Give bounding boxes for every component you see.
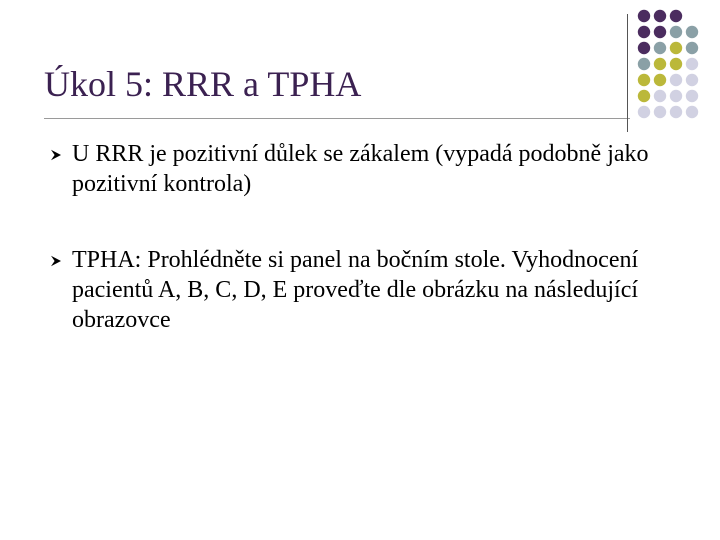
decor-dot [654, 42, 666, 54]
bullet-text-tpha: TPHA: Prohlédněte si panel na bočním stole. Vyhodnocení pacientů A, B, C, D, E proveďte dle obrázku na následující obrazovce [72, 247, 639, 333]
decor-dot [654, 106, 666, 118]
vertical-divider [627, 14, 628, 132]
decor-dot [670, 10, 682, 22]
decor-dot [686, 26, 698, 38]
title-divider [44, 118, 630, 119]
decor-dot [670, 26, 682, 38]
decor-dot [686, 74, 698, 86]
decor-dot [638, 74, 650, 86]
decor-dot [686, 42, 698, 54]
decor-dot [670, 90, 682, 102]
arrowhead-icon [50, 149, 62, 161]
bullet-list [50, 139, 690, 335]
decor-dot [686, 58, 698, 70]
decor-dot [686, 106, 698, 118]
decor-dot [638, 106, 650, 118]
bullet-item-tpha [50, 245, 690, 335]
decor-dot [654, 58, 666, 70]
decor-dot [638, 10, 650, 22]
decor-dot [638, 90, 650, 102]
bullet-text-rrr: U RRR je pozitivní důlek se zákalem (vypadá podobně jako pozitivní kontrola) [72, 141, 649, 197]
bullet-item-rrr [50, 139, 690, 199]
decor-dot [670, 106, 682, 118]
decor-dot [654, 74, 666, 86]
arrowhead-icon [50, 255, 62, 267]
decor-dot [686, 90, 698, 102]
decor-dot [638, 26, 650, 38]
decor-dot [638, 42, 650, 54]
decor-dot [654, 26, 666, 38]
decor-dot [670, 74, 682, 86]
slide-title: Úkol 5: RRR a TPHA [44, 64, 362, 104]
decor-dot [654, 90, 666, 102]
decor-dot [638, 58, 650, 70]
decorative-dot-grid [636, 8, 716, 120]
decor-dot [670, 58, 682, 70]
decor-dot [670, 42, 682, 54]
decor-dot [654, 10, 666, 22]
